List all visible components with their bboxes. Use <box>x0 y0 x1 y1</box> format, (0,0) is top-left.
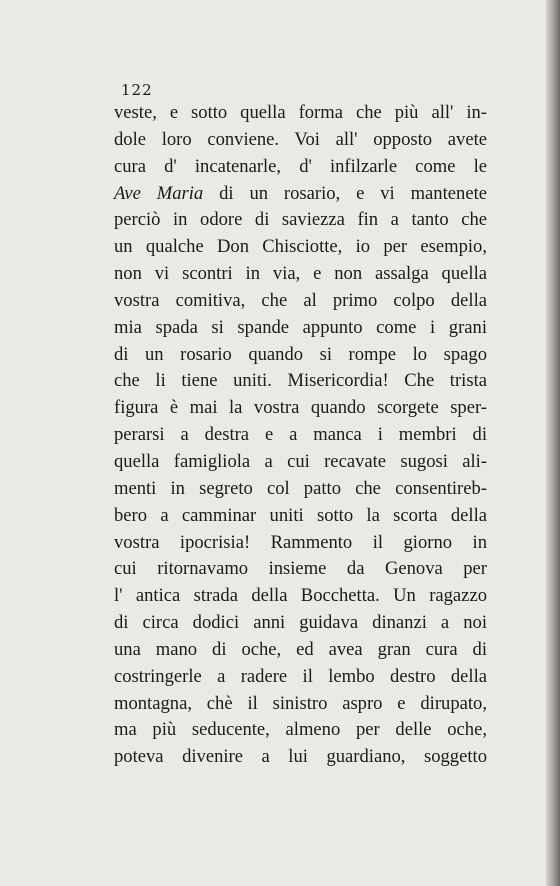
text-line: perciò in odore di saviezza fin a tanto che <box>114 209 487 231</box>
text-line: un qualche Don Chisciotte, io per esempio, <box>114 236 487 258</box>
text-line: quella famigliola a cui recavate sugosi ali- <box>114 450 487 472</box>
text-line: figura è mai la vostra quando scorgete sper- <box>114 397 487 419</box>
text-line: che li tiene uniti. Misericordia! Che trista <box>114 370 487 392</box>
text-line: cui ritornavamo insieme da Genova per <box>114 558 487 580</box>
text-line: vostra ipocrisia! Rammento il giorno in <box>114 531 487 553</box>
text-line: di un rosario quando si rompe lo spago <box>114 343 487 365</box>
text-line: dole loro conviene. Voi all' opposto avete <box>114 128 487 150</box>
text-line: veste, e sotto quella forma che più all' in- <box>114 102 487 123</box>
text-line-rest: di un rosario, e vi mantenete <box>203 182 487 204</box>
text-line <box>114 181 487 208</box>
text-line: costringerle a radere il lembo destro della <box>114 665 487 687</box>
text-line: una mano di oche, ed avea gran cura di <box>114 638 487 660</box>
text-line: menti in segreto col patto che consentireb- <box>114 477 487 499</box>
italic-phrase: Ave Maria <box>114 182 204 204</box>
text-line: l' antica strada della Bocchetta. Un ragazzo <box>114 585 487 607</box>
text-line: bero a camminar uniti sotto la scorta della <box>114 504 487 526</box>
body-text <box>114 100 487 771</box>
text-line: mia spada si spande appunto come i grani <box>114 316 487 338</box>
text-line: vostra comitiva, che al primo colpo della <box>114 289 487 311</box>
page-number: 122 <box>121 81 153 99</box>
text-line: ma più seducente, almeno per delle oche, <box>114 719 487 741</box>
text-line: cura d' incatenarle, d' infilzarle come le <box>114 155 487 177</box>
text-line: poteva divenire a lui guardiano, soggetto <box>114 746 487 768</box>
page-gutter-shadow <box>546 0 560 886</box>
text-line: perarsi a destra e a manca i membri di <box>114 424 487 446</box>
text-line: di circa dodici anni guidava dinanzi a noi <box>114 612 487 634</box>
text-line: montagna, chè il sinistro aspro e dirupato, <box>114 692 487 714</box>
text-line: non vi scontri in via, e non assalga quella <box>114 263 487 285</box>
